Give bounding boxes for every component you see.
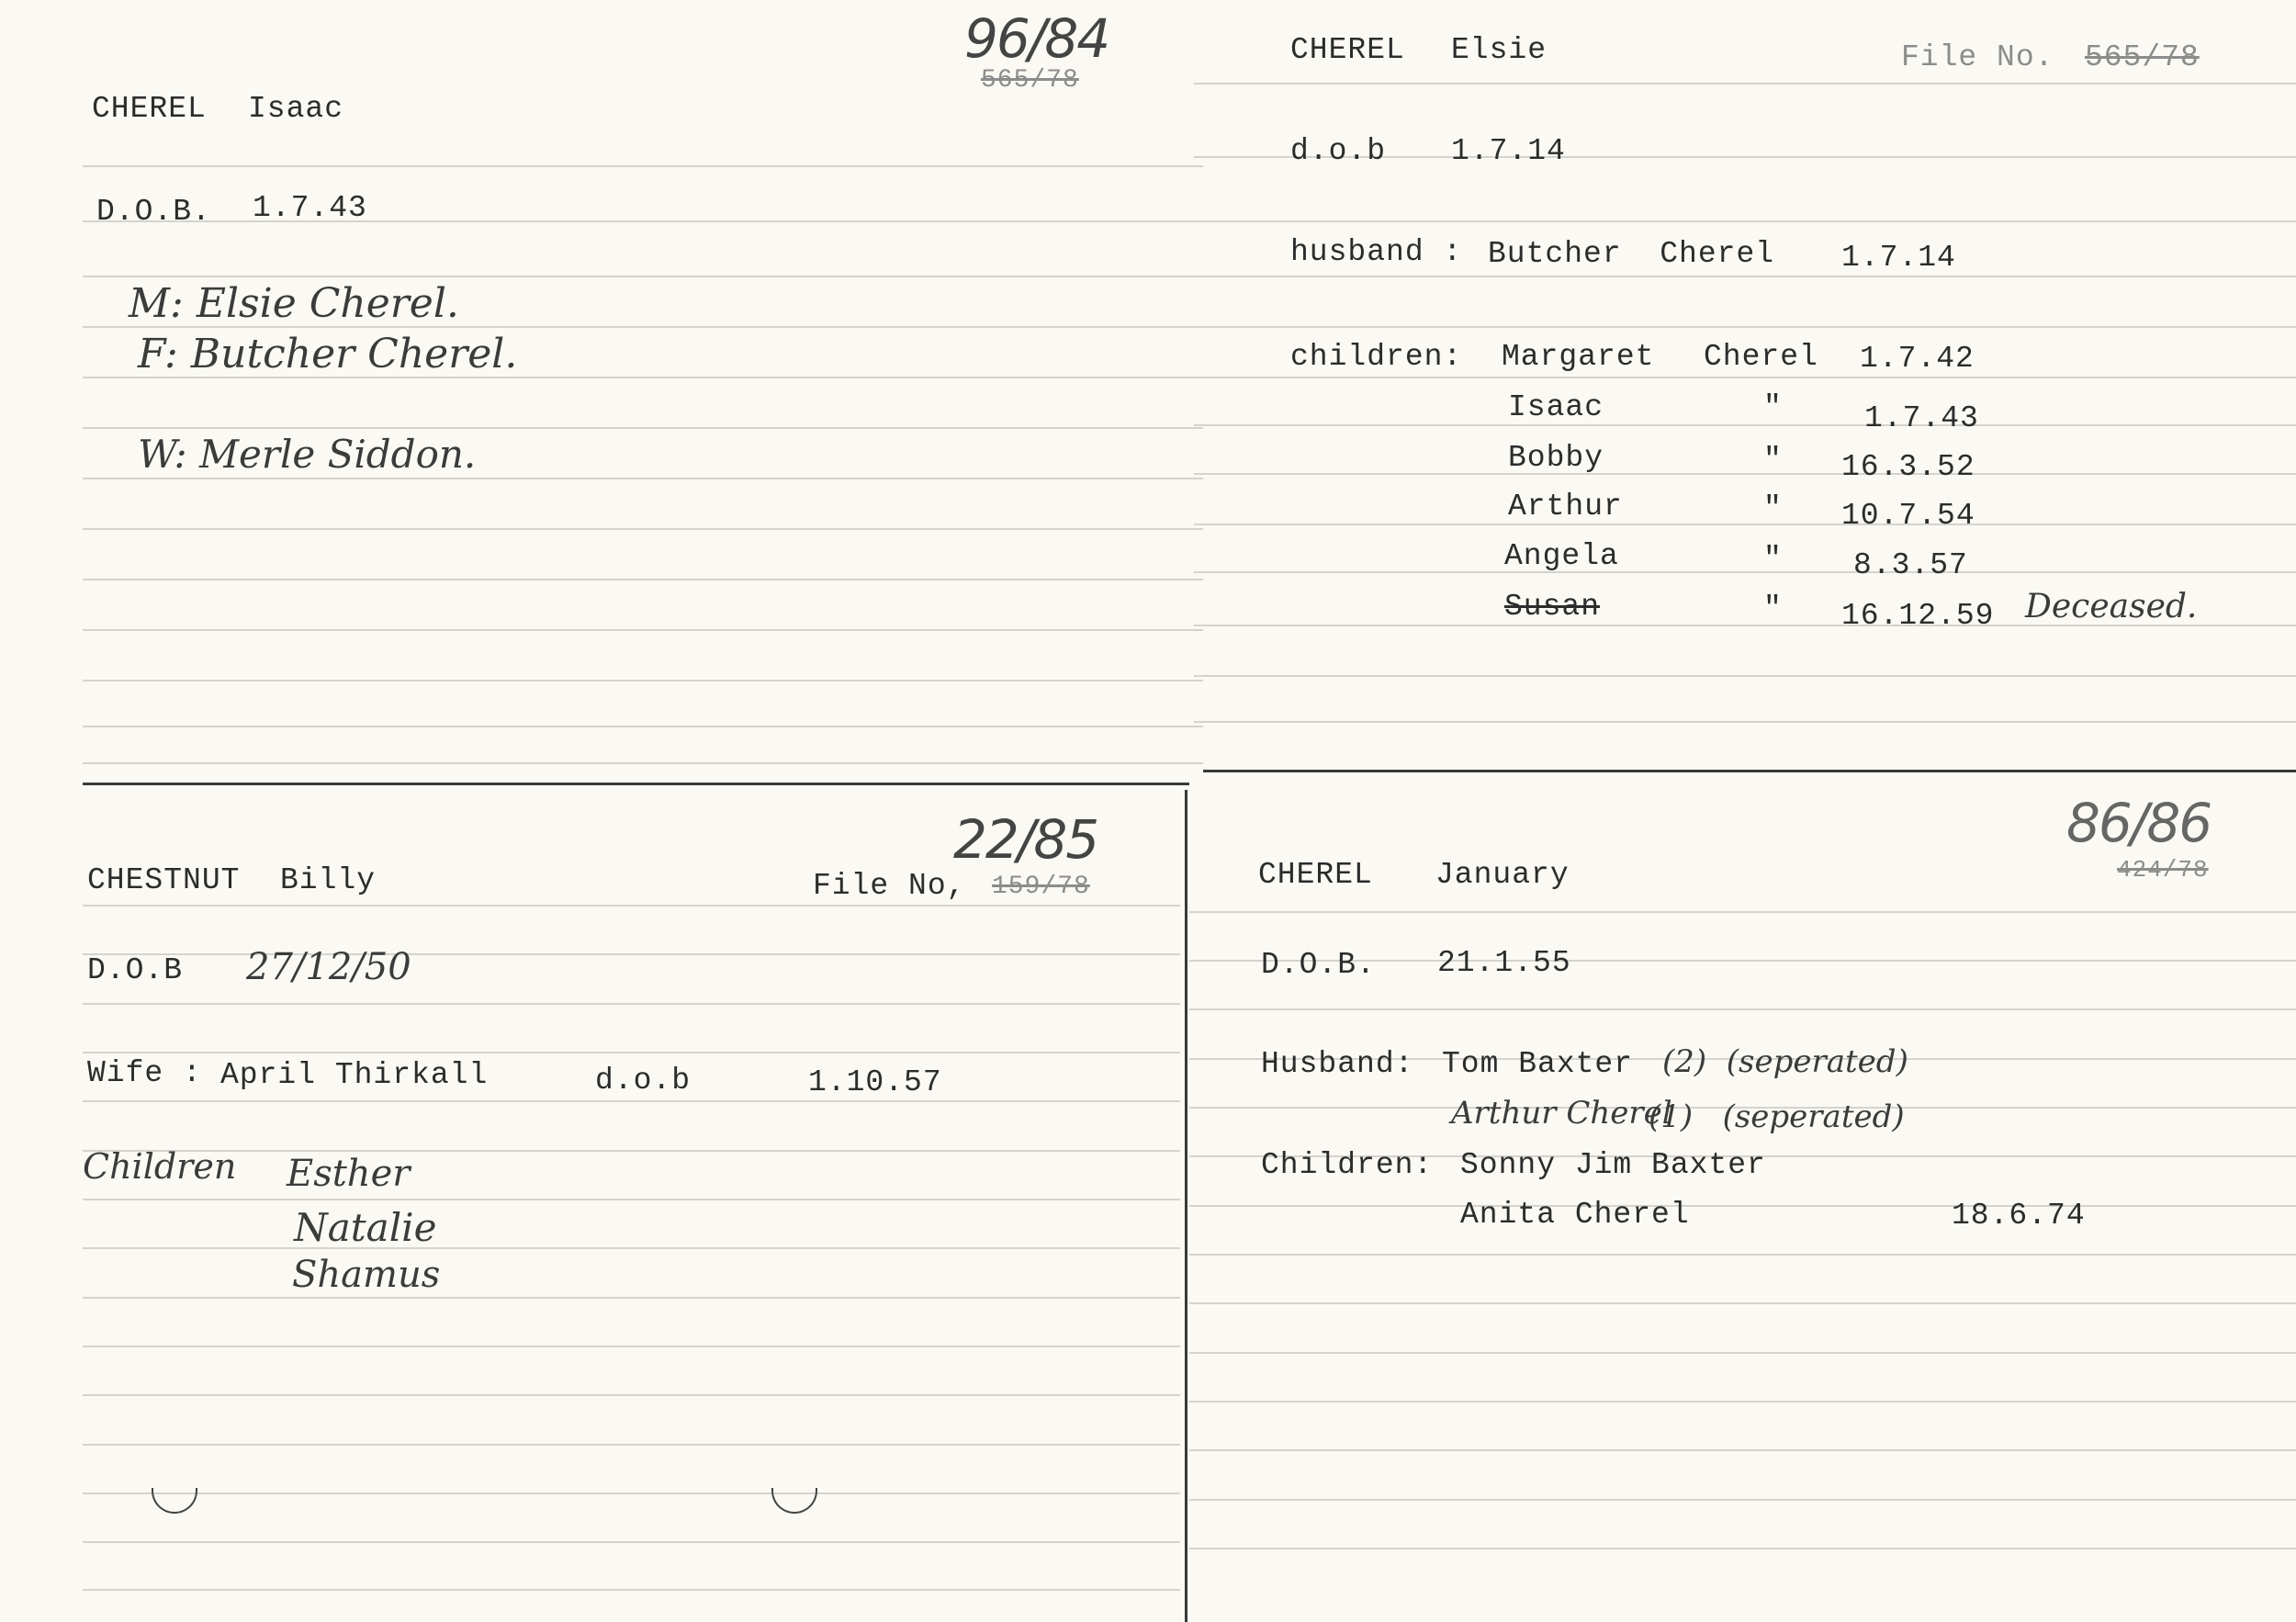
given-name: Isaac	[248, 92, 344, 126]
surname: CHEREL	[1290, 33, 1405, 67]
file-number-old: 565/78	[2085, 40, 2200, 74]
husband-2-note: (1) (seperated)	[1649, 1098, 1905, 1135]
dob-value: 1.7.43	[253, 191, 367, 225]
child-name: Shamus	[292, 1254, 441, 1296]
child-dob: 10.7.54	[1841, 499, 1975, 533]
child-surname: "	[1763, 390, 1783, 424]
wife-entry: W: Merle Siddon.	[138, 432, 477, 477]
card-notch	[771, 1488, 817, 1514]
card-chestnut-billy	[0, 790, 1189, 1622]
husband-label: husband :	[1290, 235, 1463, 269]
child-name: Margaret	[1502, 340, 1655, 374]
dob-value: 21.1.55	[1437, 946, 1571, 980]
children-label: Children	[83, 1146, 237, 1187]
mother-entry: M: Elsie Cherel.	[129, 280, 459, 327]
surname: CHEREL	[1258, 858, 1373, 892]
father-entry: F: Butcher Cherel.	[138, 331, 518, 377]
dob-label: D.O.B.	[1261, 948, 1376, 982]
child-dob: 8.3.57	[1853, 548, 1968, 582]
husband-1-name: Tom Baxter	[1442, 1047, 1634, 1081]
child-surname: "	[1763, 591, 1783, 625]
child-surname: "	[1763, 542, 1783, 576]
file-number-handwritten: 86/86	[2066, 792, 2212, 854]
child-1-name: Sonny Jim Baxter	[1460, 1148, 1766, 1182]
card-cherel-january	[1189, 772, 2296, 1622]
dob-label: D.O.B.	[96, 195, 211, 229]
child-name: Natalie	[294, 1205, 437, 1250]
child-2-name: Anita Cherel	[1460, 1198, 1690, 1232]
wife-dob-label: d.o.b	[595, 1064, 692, 1098]
child-name: Angela	[1504, 539, 1619, 573]
husband-2-name: Arthur Cherel	[1451, 1095, 1672, 1132]
husband-name: Butcher Cherel	[1488, 237, 1775, 271]
file-number-old: 565/78	[981, 66, 1079, 95]
child-name: Susan	[1504, 590, 1601, 624]
card-cherel-isaac	[0, 0, 1208, 790]
child-surname: Cherel	[1704, 340, 1818, 374]
child-surname: "	[1763, 443, 1783, 477]
given-name: January	[1435, 858, 1570, 892]
file-number-label: File No,	[813, 869, 966, 903]
file-number-handwritten: 96/84	[964, 7, 1109, 70]
card-edge	[83, 783, 1189, 785]
child-note: Deceased.	[2025, 588, 2198, 625]
file-number-handwritten: 22/85	[953, 808, 1098, 871]
file-number-old: 159/78	[992, 873, 1090, 901]
card-notch	[152, 1488, 197, 1514]
dob-label: d.o.b	[1290, 134, 1387, 168]
child-dob: 16.12.59	[1841, 599, 1995, 633]
husband-label: Husband:	[1261, 1047, 1414, 1081]
dob-value: 27/12/50	[246, 946, 411, 988]
dob-value: 1.7.14	[1451, 134, 1566, 168]
child-dob: 1.7.42	[1860, 342, 1975, 376]
given-name: Elsie	[1451, 33, 1548, 67]
child-surname: "	[1763, 491, 1783, 525]
dob-label: D.O.B	[87, 953, 184, 987]
husband-1-note: (2) (seperated)	[1662, 1043, 1908, 1080]
child-name: Esther	[287, 1153, 411, 1195]
surname: CHEREL	[92, 92, 207, 126]
child-name: Isaac	[1508, 390, 1604, 424]
children-label: Children:	[1261, 1148, 1434, 1182]
wife-label: Wife :	[87, 1056, 202, 1090]
child-name: Arthur	[1508, 490, 1623, 524]
child-name: Bobby	[1508, 441, 1604, 475]
file-number-label: File No.	[1901, 40, 2054, 74]
wife-name: April Thirkall	[220, 1058, 489, 1092]
child-2-dob: 18.6.74	[1952, 1199, 2086, 1233]
child-dob: 16.3.52	[1841, 450, 1975, 484]
given-name: Billy	[280, 863, 377, 897]
card-cherel-elsie	[1194, 0, 2296, 781]
husband-dob: 1.7.14	[1841, 241, 1956, 275]
child-dob: 1.7.43	[1864, 401, 1979, 435]
children-label: children:	[1290, 340, 1463, 374]
file-number-old: 424/78	[2117, 856, 2209, 884]
surname: CHESTNUT	[87, 863, 241, 897]
wife-dob-value: 1.10.57	[808, 1065, 942, 1099]
